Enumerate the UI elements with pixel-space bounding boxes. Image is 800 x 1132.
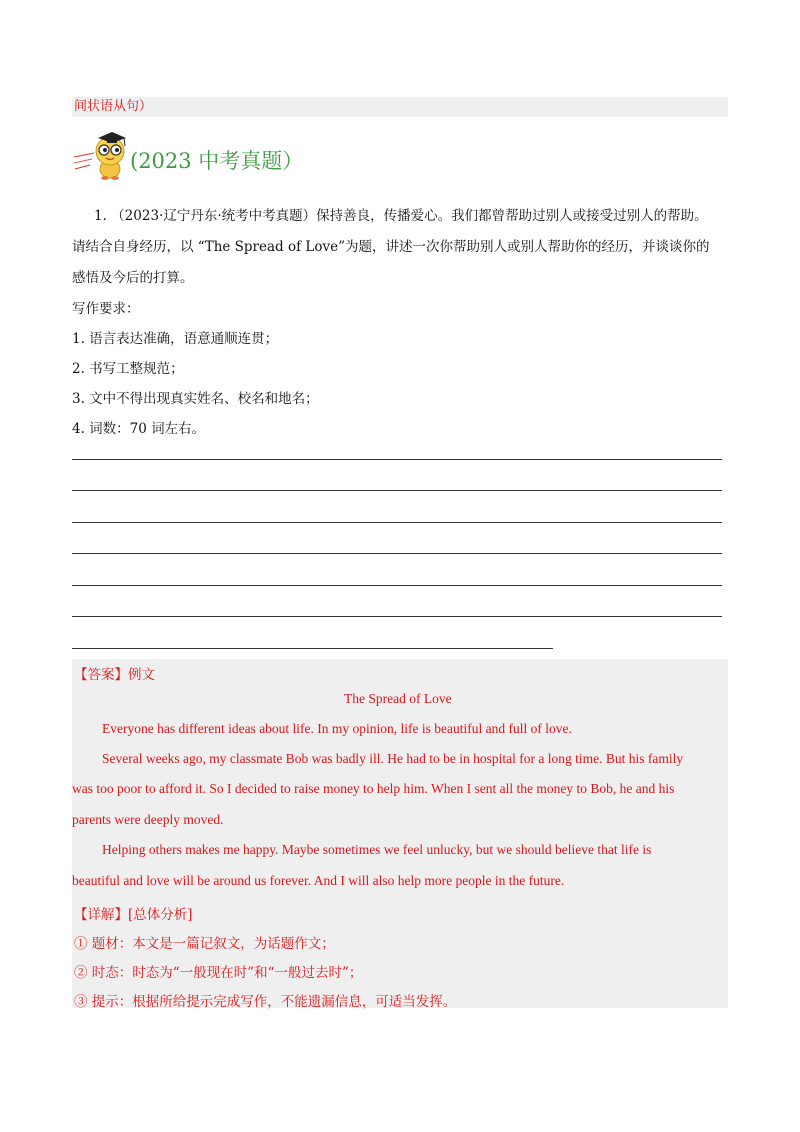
detail-item: ② 时态：时态为“一般现在时”和“一般过去时”； xyxy=(74,965,363,981)
essay-line: Everyone has different ideas about life. In my opinion, life is beautiful and full of love. xyxy=(102,721,572,736)
previous-section-tail: 间状语从句） xyxy=(72,97,728,117)
writing-line xyxy=(72,616,722,617)
requirements-heading: 写作要求： xyxy=(72,301,140,317)
detail-item: ① 题材：本文是一篇记叙文，为话题作文； xyxy=(74,936,335,952)
essay-line: beautiful and love will be around us forever. And I will also help more people in the future. xyxy=(72,873,565,888)
answer-label: 【答案】例文 xyxy=(74,667,155,683)
writing-line xyxy=(72,522,722,523)
essay-line: Helping others makes me happy. Maybe sometimes we feel unlucky, but we should believe that life is xyxy=(102,842,652,857)
essay-line: Several weeks ago, my classmate Bob was badly ill. He had to be in hospital for a long time. But his family xyxy=(102,751,684,766)
writing-line xyxy=(72,490,722,491)
section-header xyxy=(72,127,472,181)
essay-title: The Spread of Love xyxy=(344,691,452,706)
mascot-graduate-icon xyxy=(72,127,130,181)
question-line: 请结合自身经历，以 “The Spread of Love”为题，讲述一次你帮助别人或别人帮助你的经历，并谈谈你的 xyxy=(72,239,710,255)
requirement-item: 1. 语言表达准确，语意通顺连贯； xyxy=(72,331,279,347)
question-prompt xyxy=(72,201,732,294)
essay-line: was too poor to afford it. So I decided to raise money to help him. When I sent all the money to Bob, he and his xyxy=(72,781,675,796)
writing-line xyxy=(72,553,722,554)
detail-label: 【详解】[总体分析] xyxy=(74,907,193,923)
question-line: 感悟及今后的打算。 xyxy=(72,270,194,286)
requirement-item: 4. 词数：70 词左右。 xyxy=(72,421,206,437)
section-title: (2023 中考真题） xyxy=(130,149,304,173)
detail-item: ③ 提示：根据所给提示完成写作，不能遗漏信息，可适当发挥。 xyxy=(74,994,457,1010)
requirement-item: 2. 书写工整规范； xyxy=(72,361,184,377)
writing-line xyxy=(72,459,722,460)
writing-line xyxy=(72,648,553,649)
question-line: 1. （2023·辽宁丹东·统考中考真题）保持善良，传播爱心。我们都曾帮助过别人或接受过别人的帮助。 xyxy=(94,208,708,224)
writing-line xyxy=(72,585,722,586)
requirement-item: 3. 文中不得出现真实姓名、校名和地名； xyxy=(72,391,319,407)
answer-section xyxy=(72,659,728,1008)
essay-line: parents were deeply moved. xyxy=(72,812,224,827)
